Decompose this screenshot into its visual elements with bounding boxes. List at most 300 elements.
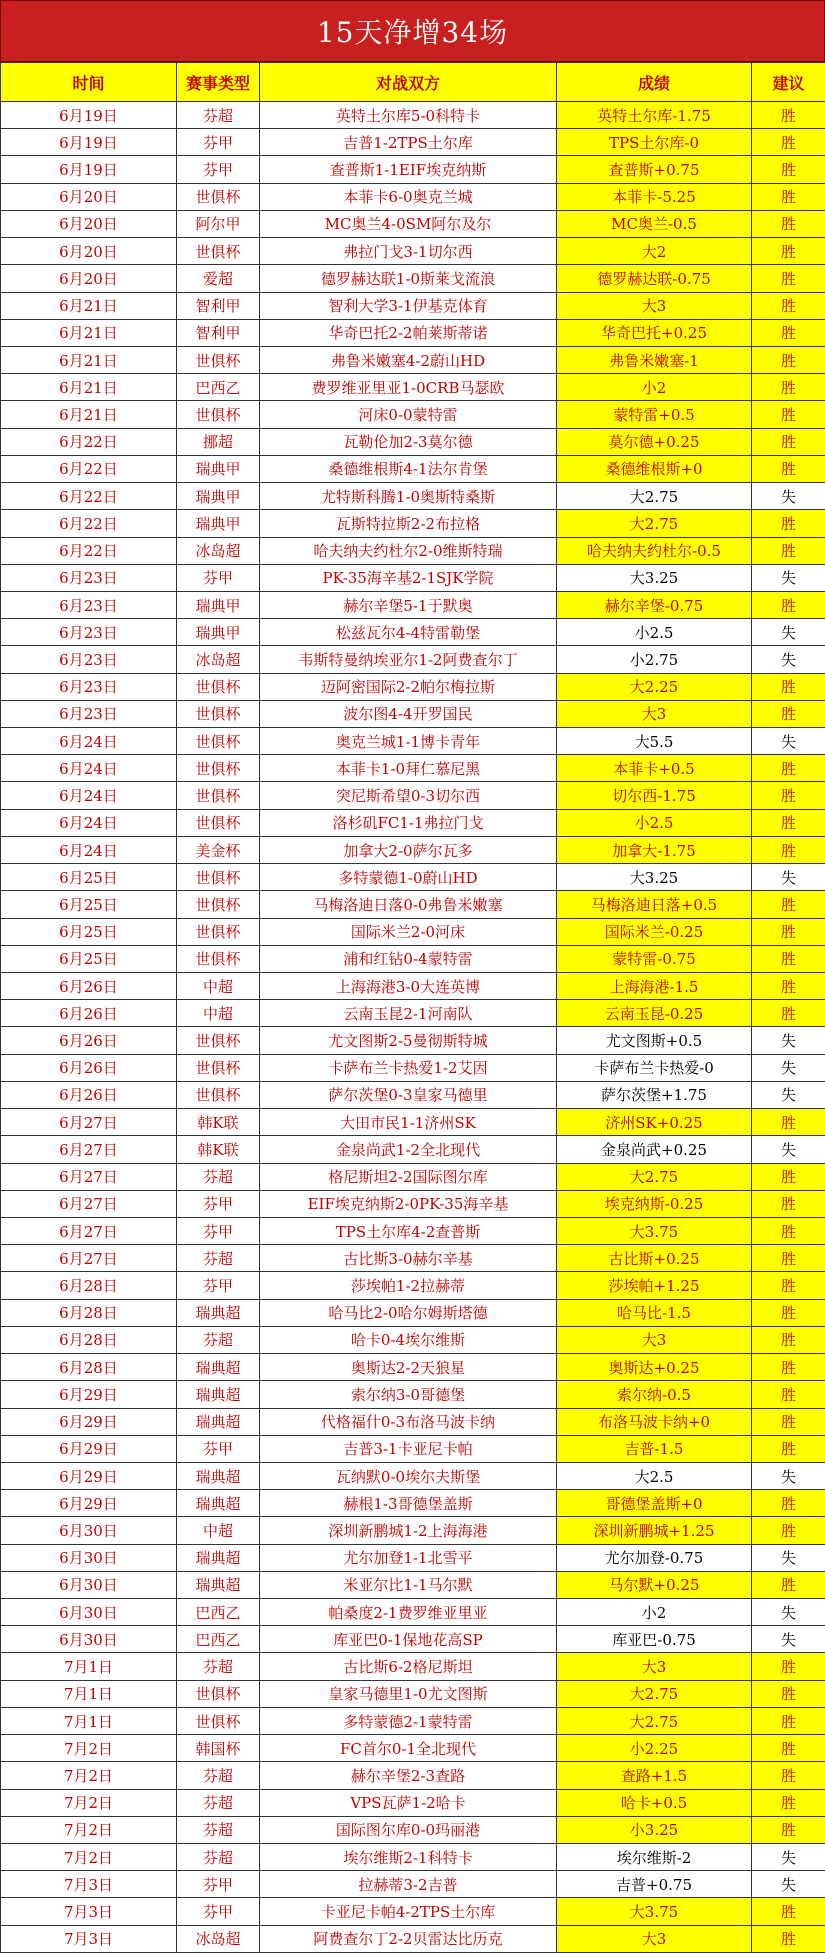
table-row — [1, 129, 825, 156]
table-row — [1, 1109, 825, 1136]
cell-advice: 胜 — [752, 1109, 825, 1136]
cell-match: 迈阿密国际2-2帕尔梅拉斯 — [260, 673, 557, 700]
cell-date: 7月2日 — [1, 1762, 177, 1789]
cell-result: 大3.25 — [557, 864, 752, 891]
cell-match: 米亚尔比1-1马尔默 — [260, 1571, 557, 1598]
cell-league: 芬甲 — [177, 129, 260, 156]
header-league: 赛事类型 — [177, 63, 260, 102]
cell-advice: 胜 — [752, 265, 825, 292]
table-row — [1, 1381, 825, 1408]
cell-date: 6月27日 — [1, 1217, 177, 1244]
table-row — [1, 1571, 825, 1598]
cell-date: 6月29日 — [1, 1408, 177, 1435]
cell-result: 大2 — [557, 238, 752, 265]
cell-result: 哈夫纳夫约杜尔-0.5 — [557, 537, 752, 564]
table-row — [1, 1762, 825, 1789]
cell-result: 哥德堡盖斯+0 — [557, 1490, 752, 1517]
cell-result: 云南玉昆-0.25 — [557, 1000, 752, 1027]
cell-match: VPS瓦萨1-2哈卡 — [260, 1789, 557, 1816]
cell-result: 布洛马波卡纳+0 — [557, 1408, 752, 1435]
header-advice: 建议 — [752, 63, 825, 102]
table-row — [1, 210, 825, 237]
table-row — [1, 891, 825, 918]
cell-date: 6月19日 — [1, 129, 177, 156]
cell-date: 6月23日 — [1, 673, 177, 700]
table-row — [1, 755, 825, 782]
cell-league: 智利甲 — [177, 319, 260, 346]
table-row — [1, 265, 825, 292]
cell-date: 6月27日 — [1, 1190, 177, 1217]
table-row — [1, 945, 825, 972]
cell-date: 6月24日 — [1, 728, 177, 755]
cell-date: 6月21日 — [1, 374, 177, 401]
table-row — [1, 646, 825, 673]
cell-advice: 胜 — [752, 129, 825, 156]
cell-league: 芬超 — [177, 1844, 260, 1871]
cell-result: 大2.75 — [557, 483, 752, 510]
cell-league: 冰岛超 — [177, 646, 260, 673]
cell-match: 浦和红钻0-4蒙特雷 — [260, 945, 557, 972]
cell-advice: 胜 — [752, 455, 825, 482]
cell-league: 世俱杯 — [177, 782, 260, 809]
table-row — [1, 1544, 825, 1571]
cell-match: 弗鲁米嫩塞4-2蔚山HD — [260, 346, 557, 373]
header-match: 对战双方 — [260, 63, 557, 102]
cell-date: 7月1日 — [1, 1707, 177, 1734]
cell-date: 6月26日 — [1, 1027, 177, 1054]
table-row — [1, 864, 825, 891]
results-table — [0, 62, 825, 1953]
cell-advice: 失 — [752, 1544, 825, 1571]
header-result: 成绩 — [557, 63, 752, 102]
cell-league: 韩K联 — [177, 1136, 260, 1163]
cell-match: 英特土尔库5-0科特卡 — [260, 102, 557, 129]
cell-advice: 胜 — [752, 1272, 825, 1299]
cell-league: 阿尔甲 — [177, 210, 260, 237]
cell-date: 6月28日 — [1, 1272, 177, 1299]
cell-date: 6月30日 — [1, 1517, 177, 1544]
cell-league: 世俱杯 — [177, 673, 260, 700]
cell-result: 弗鲁米嫩塞-1 — [557, 346, 752, 373]
cell-match: 松兹瓦尔4-4特雷勒堡 — [260, 619, 557, 646]
cell-date: 6月25日 — [1, 945, 177, 972]
cell-result: 小2.75 — [557, 646, 752, 673]
cell-result: TPS土尔库-0 — [557, 129, 752, 156]
cell-league: 冰岛超 — [177, 537, 260, 564]
cell-league: 芬超 — [177, 1816, 260, 1843]
cell-date: 6月24日 — [1, 755, 177, 782]
cell-league: 芬超 — [177, 1762, 260, 1789]
cell-result: 金泉尚武+0.25 — [557, 1136, 752, 1163]
cell-match: EIF埃克纳斯2-0PK-35海辛基 — [260, 1190, 557, 1217]
cell-league: 瑞典甲 — [177, 455, 260, 482]
cell-result: 本菲卡-5.25 — [557, 183, 752, 210]
cell-league: 世俱杯 — [177, 1054, 260, 1081]
cell-date: 6月30日 — [1, 1544, 177, 1571]
cell-result: 小2.5 — [557, 809, 752, 836]
cell-league: 世俱杯 — [177, 401, 260, 428]
table-row — [1, 1081, 825, 1108]
cell-league: 芬甲 — [177, 1898, 260, 1925]
table-row — [1, 1599, 825, 1626]
cell-result: 大2.75 — [557, 510, 752, 537]
cell-result: 小2 — [557, 1599, 752, 1626]
cell-advice: 胜 — [752, 102, 825, 129]
cell-league: 冰岛超 — [177, 1925, 260, 1952]
cell-advice: 胜 — [752, 918, 825, 945]
cell-result: 莎埃帕+1.25 — [557, 1272, 752, 1299]
cell-advice: 胜 — [752, 809, 825, 836]
cell-date: 6月29日 — [1, 1490, 177, 1517]
cell-match: 索尔纳3-0哥德堡 — [260, 1381, 557, 1408]
cell-result: 索尔纳-0.5 — [557, 1381, 752, 1408]
cell-result: 大5.5 — [557, 728, 752, 755]
cell-league: 芬甲 — [177, 1190, 260, 1217]
cell-match: 卡亚尼卡帕4-2TPS土尔库 — [260, 1898, 557, 1925]
cell-result: 小2.25 — [557, 1735, 752, 1762]
table-row — [1, 1462, 825, 1489]
cell-advice: 胜 — [752, 1163, 825, 1190]
cell-date: 6月26日 — [1, 1054, 177, 1081]
table-row — [1, 1789, 825, 1816]
cell-result: 奥斯达+0.25 — [557, 1354, 752, 1381]
cell-date: 6月25日 — [1, 891, 177, 918]
cell-advice: 胜 — [752, 1490, 825, 1517]
cell-result: 吉普-1.5 — [557, 1435, 752, 1462]
cell-match: 帕桑度2-1费罗维亚里亚 — [260, 1599, 557, 1626]
cell-result: 小2 — [557, 374, 752, 401]
cell-result: 古比斯+0.25 — [557, 1245, 752, 1272]
cell-result: 大3 — [557, 700, 752, 727]
cell-result: 大3.75 — [557, 1217, 752, 1244]
cell-date: 7月1日 — [1, 1680, 177, 1707]
cell-advice: 胜 — [752, 1517, 825, 1544]
table-row — [1, 1626, 825, 1653]
cell-league: 巴西乙 — [177, 374, 260, 401]
cell-result: 大2.75 — [557, 1707, 752, 1734]
header-date: 时间 — [1, 63, 177, 102]
cell-league: 芬甲 — [177, 1871, 260, 1898]
cell-advice: 胜 — [752, 1735, 825, 1762]
cell-advice: 胜 — [752, 428, 825, 455]
cell-match: 库亚巴0-1保地花高SP — [260, 1626, 557, 1653]
cell-advice: 失 — [752, 1871, 825, 1898]
cell-match: 突尼斯希望0-3切尔西 — [260, 782, 557, 809]
cell-match: 河床0-0蒙特雷 — [260, 401, 557, 428]
table-row — [1, 319, 825, 346]
cell-league: 世俱杯 — [177, 918, 260, 945]
cell-advice: 胜 — [752, 755, 825, 782]
table-row — [1, 1871, 825, 1898]
cell-date: 6月26日 — [1, 1000, 177, 1027]
cell-advice: 胜 — [752, 537, 825, 564]
table-row — [1, 1408, 825, 1435]
cell-league: 瑞典超 — [177, 1462, 260, 1489]
cell-date: 6月28日 — [1, 1354, 177, 1381]
cell-date: 6月20日 — [1, 210, 177, 237]
cell-match: 国际图尔库0-0玛丽港 — [260, 1816, 557, 1843]
cell-result: 大2.25 — [557, 673, 752, 700]
cell-advice: 胜 — [752, 700, 825, 727]
cell-date: 7月2日 — [1, 1735, 177, 1762]
cell-date: 6月27日 — [1, 1109, 177, 1136]
cell-date: 6月21日 — [1, 346, 177, 373]
table-row — [1, 1653, 825, 1680]
cell-match: 智利大学3-1伊基克体育 — [260, 292, 557, 319]
cell-match: 赫尔辛堡2-3查路 — [260, 1762, 557, 1789]
cell-match: 云南玉昆2-1河南队 — [260, 1000, 557, 1027]
cell-date: 6月30日 — [1, 1571, 177, 1598]
cell-league: 世俱杯 — [177, 891, 260, 918]
cell-advice: 失 — [752, 1844, 825, 1871]
cell-date: 7月2日 — [1, 1789, 177, 1816]
cell-match: 华奇巴托2-2帕莱斯蒂诺 — [260, 319, 557, 346]
table-row — [1, 700, 825, 727]
cell-league: 瑞典甲 — [177, 483, 260, 510]
cell-match: 尤尔加登1-1北雪平 — [260, 1544, 557, 1571]
cell-match: 萨尔茨堡0-3皇家马德里 — [260, 1081, 557, 1108]
cell-advice: 失 — [752, 1054, 825, 1081]
cell-match: 卡萨布兰卡热爱1-2艾因 — [260, 1054, 557, 1081]
cell-league: 世俱杯 — [177, 238, 260, 265]
cell-advice: 胜 — [752, 1435, 825, 1462]
cell-date: 6月29日 — [1, 1381, 177, 1408]
cell-match: TPS土尔库4-2查普斯 — [260, 1217, 557, 1244]
cell-advice: 胜 — [752, 973, 825, 1000]
cell-match: 代格福什0-3布洛马波卡纳 — [260, 1408, 557, 1435]
cell-result: 小3.25 — [557, 1816, 752, 1843]
cell-league: 芬超 — [177, 1789, 260, 1816]
table-row — [1, 102, 825, 129]
cell-league: 芬甲 — [177, 1272, 260, 1299]
cell-match: 哈夫纳夫约杜尔2-0维斯特瑞 — [260, 537, 557, 564]
cell-advice: 胜 — [752, 374, 825, 401]
table-row — [1, 1326, 825, 1353]
table-row — [1, 1272, 825, 1299]
cell-advice: 胜 — [752, 782, 825, 809]
table-row — [1, 1925, 825, 1952]
cell-result: 本菲卡+0.5 — [557, 755, 752, 782]
cell-date: 6月30日 — [1, 1626, 177, 1653]
cell-league: 世俱杯 — [177, 183, 260, 210]
table-row — [1, 782, 825, 809]
table-row — [1, 401, 825, 428]
cell-date: 6月21日 — [1, 319, 177, 346]
cell-date: 7月1日 — [1, 1653, 177, 1680]
cell-match: 奥斯达2-2天狼星 — [260, 1354, 557, 1381]
cell-result: 马梅洛迪日落+0.5 — [557, 891, 752, 918]
cell-date: 6月20日 — [1, 238, 177, 265]
cell-league: 爱超 — [177, 265, 260, 292]
cell-date: 6月30日 — [1, 1599, 177, 1626]
cell-date: 6月27日 — [1, 1163, 177, 1190]
table-row — [1, 537, 825, 564]
table-row — [1, 510, 825, 537]
cell-result: 蒙特雷-0.75 — [557, 945, 752, 972]
cell-match: 德罗赫达联1-0斯莱戈流浪 — [260, 265, 557, 292]
cell-result: 加拿大-1.75 — [557, 836, 752, 863]
cell-match: 奥克兰城1-1博卡青年 — [260, 728, 557, 755]
cell-result: 哈卡+0.5 — [557, 1789, 752, 1816]
table-row — [1, 1027, 825, 1054]
cell-result: 英特土尔库-1.75 — [557, 102, 752, 129]
cell-match: 赫尔辛堡5-1于默奥 — [260, 591, 557, 618]
cell-advice: 胜 — [752, 238, 825, 265]
table-row — [1, 836, 825, 863]
cell-result: MC奥兰-0.5 — [557, 210, 752, 237]
table-row — [1, 292, 825, 319]
cell-advice: 胜 — [752, 1707, 825, 1734]
cell-advice: 胜 — [752, 1190, 825, 1217]
cell-date: 6月23日 — [1, 591, 177, 618]
table-row — [1, 156, 825, 183]
cell-league: 芬甲 — [177, 1435, 260, 1462]
cell-date: 6月21日 — [1, 292, 177, 319]
cell-league: 巴西乙 — [177, 1626, 260, 1653]
cell-league: 美金杯 — [177, 836, 260, 863]
cell-league: 瑞典超 — [177, 1381, 260, 1408]
cell-result: 吉普+0.75 — [557, 1871, 752, 1898]
cell-result: 库亚巴-0.75 — [557, 1626, 752, 1653]
cell-result: 埃尔维斯-2 — [557, 1844, 752, 1871]
cell-advice: 胜 — [752, 319, 825, 346]
cell-date: 7月2日 — [1, 1816, 177, 1843]
cell-date: 6月19日 — [1, 156, 177, 183]
cell-advice: 胜 — [752, 510, 825, 537]
cell-league: 世俱杯 — [177, 728, 260, 755]
cell-date: 6月20日 — [1, 265, 177, 292]
cell-date: 6月22日 — [1, 428, 177, 455]
table-row — [1, 564, 825, 591]
cell-match: 尤文图斯2-5曼彻斯特城 — [260, 1027, 557, 1054]
cell-league: 世俱杯 — [177, 1680, 260, 1707]
table-row — [1, 1000, 825, 1027]
table-row — [1, 1054, 825, 1081]
cell-advice: 胜 — [752, 1299, 825, 1326]
cell-result: 大3 — [557, 292, 752, 319]
cell-match: 本菲卡6-0奥克兰城 — [260, 183, 557, 210]
cell-match: FC首尔0-1全北现代 — [260, 1735, 557, 1762]
cell-result: 深圳新鹏城+1.25 — [557, 1517, 752, 1544]
cell-match: 国际米兰2-0河床 — [260, 918, 557, 945]
cell-advice: 胜 — [752, 1680, 825, 1707]
cell-league: 芬超 — [177, 1326, 260, 1353]
cell-league: 巴西乙 — [177, 1599, 260, 1626]
cell-match: 古比斯6-2格尼斯坦 — [260, 1653, 557, 1680]
cell-advice: 失 — [752, 1081, 825, 1108]
cell-advice: 胜 — [752, 1898, 825, 1925]
cell-match: 加拿大2-0萨尔瓦多 — [260, 836, 557, 863]
cell-date: 7月2日 — [1, 1844, 177, 1871]
cell-league: 瑞典超 — [177, 1408, 260, 1435]
cell-date: 6月21日 — [1, 401, 177, 428]
cell-result: 华奇巴托+0.25 — [557, 319, 752, 346]
cell-match: 大田市民1-1济州SK — [260, 1109, 557, 1136]
cell-league: 瑞典超 — [177, 1571, 260, 1598]
cell-advice: 胜 — [752, 1925, 825, 1952]
cell-league: 芬甲 — [177, 1217, 260, 1244]
table-row — [1, 1735, 825, 1762]
cell-date: 6月27日 — [1, 1136, 177, 1163]
cell-advice: 失 — [752, 619, 825, 646]
cell-league: 芬甲 — [177, 156, 260, 183]
cell-league: 瑞典甲 — [177, 510, 260, 537]
cell-league: 瑞典超 — [177, 1354, 260, 1381]
cell-match: 赫根1-3哥德堡盖斯 — [260, 1490, 557, 1517]
cell-match: 深圳新鹏城1-2上海海港 — [260, 1517, 557, 1544]
cell-advice: 胜 — [752, 1408, 825, 1435]
cell-advice: 胜 — [752, 673, 825, 700]
cell-result: 德罗赫达联-0.75 — [557, 265, 752, 292]
cell-advice: 胜 — [752, 1762, 825, 1789]
cell-match: 莎埃帕1-2拉赫蒂 — [260, 1272, 557, 1299]
cell-date: 6月22日 — [1, 510, 177, 537]
cell-advice: 胜 — [752, 1245, 825, 1272]
table-row — [1, 809, 825, 836]
cell-date: 7月3日 — [1, 1871, 177, 1898]
cell-advice: 失 — [752, 1599, 825, 1626]
cell-advice: 胜 — [752, 401, 825, 428]
cell-date: 6月22日 — [1, 537, 177, 564]
cell-league: 世俱杯 — [177, 1027, 260, 1054]
cell-league: 韩国杯 — [177, 1735, 260, 1762]
cell-match: 韦斯特曼纳埃亚尔1-2阿费查尔丁 — [260, 646, 557, 673]
cell-result: 尤文图斯+0.5 — [557, 1027, 752, 1054]
cell-result: 马尔默+0.25 — [557, 1571, 752, 1598]
cell-match: 多特蒙德2-1蒙特雷 — [260, 1707, 557, 1734]
table-row — [1, 1517, 825, 1544]
table-row — [1, 1217, 825, 1244]
cell-result: 莫尔德+0.25 — [557, 428, 752, 455]
cell-advice: 失 — [752, 864, 825, 891]
cell-match: 马梅洛迪日落0-0弗鲁米嫩塞 — [260, 891, 557, 918]
table-row — [1, 483, 825, 510]
table-row — [1, 1299, 825, 1326]
cell-match: 尤特斯科腾1-0奥斯特桑斯 — [260, 483, 557, 510]
table-row — [1, 1136, 825, 1163]
cell-league: 芬超 — [177, 1653, 260, 1680]
table-row — [1, 346, 825, 373]
cell-advice: 胜 — [752, 1326, 825, 1353]
cell-league: 瑞典甲 — [177, 591, 260, 618]
cell-league: 芬超 — [177, 1245, 260, 1272]
cell-league: 世俱杯 — [177, 755, 260, 782]
cell-advice: 胜 — [752, 1000, 825, 1027]
cell-league: 中超 — [177, 1517, 260, 1544]
cell-advice: 胜 — [752, 183, 825, 210]
table-row — [1, 1354, 825, 1381]
cell-match: PK-35海辛基2-1SJK学院 — [260, 564, 557, 591]
cell-advice: 失 — [752, 728, 825, 755]
cell-advice: 胜 — [752, 945, 825, 972]
cell-match: 瓦斯特拉斯2-2布拉格 — [260, 510, 557, 537]
cell-date: 6月29日 — [1, 1435, 177, 1462]
cell-match: 查普斯1-1EIF埃克纳斯 — [260, 156, 557, 183]
cell-date: 6月25日 — [1, 864, 177, 891]
cell-match: 哈马比2-0哈尔姆斯塔德 — [260, 1299, 557, 1326]
cell-result: 卡萨布兰卡热爱-0 — [557, 1054, 752, 1081]
cell-date: 6月22日 — [1, 483, 177, 510]
cell-result: 赫尔辛堡-0.75 — [557, 591, 752, 618]
cell-league: 芬超 — [177, 1163, 260, 1190]
cell-match: 哈卡0-4埃尔维斯 — [260, 1326, 557, 1353]
cell-date: 6月23日 — [1, 619, 177, 646]
cell-date: 7月3日 — [1, 1898, 177, 1925]
cell-match: 多特蒙德1-0蔚山HD — [260, 864, 557, 891]
cell-advice: 失 — [752, 1027, 825, 1054]
table-row — [1, 455, 825, 482]
table-row — [1, 238, 825, 265]
